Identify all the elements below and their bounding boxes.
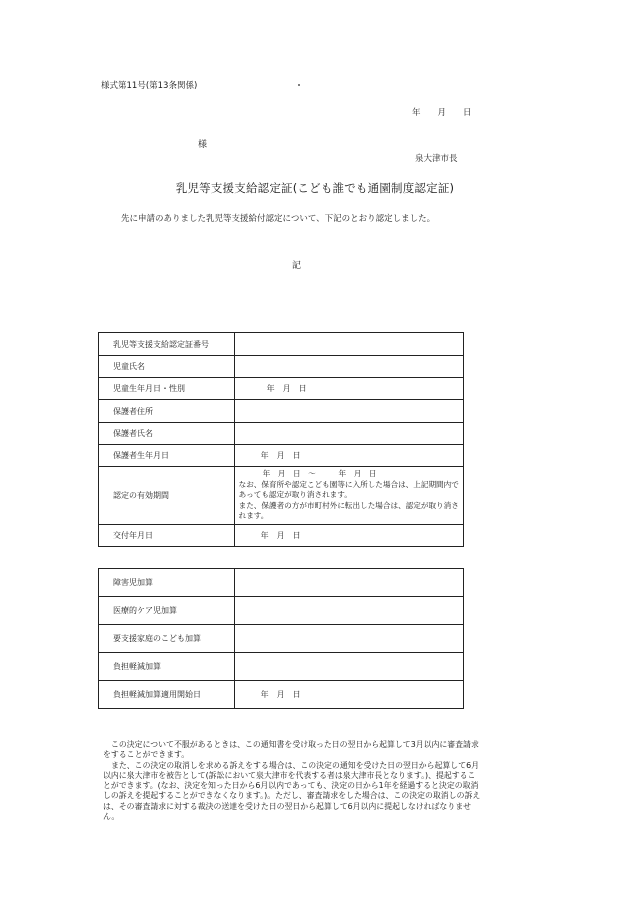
row-label: 医療的ケア児加算 — [99, 597, 235, 625]
row-label: 児童生年月日・性別 — [99, 378, 235, 400]
table-row — [99, 525, 464, 547]
appeal-note-2: また、この決定の取消しを求める訴えをする場合は、この決定の通知を受けた日の翌日から起算して6月以内に泉大津市を被告として(訴訟において泉大津市を代表する者は泉大津市長となります。)、提起することができます。(なお、決定を知った日から6月以内であっても、決定の日から1年を経過すると決定の取消しの訴えを提起することができなくなります。)。ただし、審査請求をした場合は、この決定の取消しの訴えは、その審査請求に対する裁決の送達を受けた日の翌日から起算して6月以内に提起しなければなりません。 — [103, 760, 481, 822]
table-row — [99, 597, 464, 625]
intro-text: 先に申請のありました乳児等支援給付認定について、下記のとおり認定しました。 — [121, 214, 436, 224]
table-row — [99, 653, 464, 681]
row-label: 児童氏名 — [99, 356, 235, 378]
row-value — [234, 653, 463, 681]
row-value — [234, 569, 463, 597]
row-value — [234, 356, 463, 378]
validity-note-1: なお、保育所や認定こども園等に入所した場合は、上記期間内であっても認定が取り消されます。 — [238, 479, 459, 500]
appeal-note-1: この決定について不服があるときは、この通知書を受け取った日の翌日から起算して3月以内に審査請求をすることができます。 — [103, 740, 479, 760]
row-label: 認定の有効期間 — [99, 467, 235, 525]
form-number: 様式第11号(第13条関係) — [101, 81, 198, 91]
issuer-name: 泉大津市長 — [415, 154, 458, 164]
table-row — [99, 467, 464, 525]
table-row — [99, 400, 464, 423]
row-value — [234, 423, 463, 445]
document-title: 乳児等支援支給認定証(こども誰でも通園制度認定証) — [175, 181, 455, 195]
table-row — [99, 423, 464, 445]
table-row — [99, 333, 464, 356]
row-value: 年 月 日 — [234, 525, 463, 547]
row-value — [234, 333, 463, 356]
row-value: 年 月 日 — [234, 445, 463, 467]
row-label: 保護者住所 — [99, 400, 235, 423]
row-label: 交付年月日 — [99, 525, 235, 547]
row-value: 年 月 日 — [234, 681, 463, 709]
additions-table — [98, 568, 464, 709]
row-label: 保護者氏名 — [99, 423, 235, 445]
table-row — [99, 378, 464, 400]
scan-speck — [298, 84, 300, 86]
appeal-notes — [103, 740, 483, 822]
addressee-suffix: 様 — [198, 140, 208, 150]
row-value: 年 月 日 — [234, 378, 463, 400]
validity-period-value — [234, 467, 463, 525]
row-label: 負担軽減加算適用開始日 — [99, 681, 235, 709]
table-row — [99, 681, 464, 709]
ki-marker: 記 — [292, 261, 302, 271]
row-value — [234, 597, 463, 625]
row-label: 乳児等支援支給認定証番号 — [99, 333, 235, 356]
issue-date: 年 月 日 — [412, 108, 472, 118]
row-label: 負担軽減加算 — [99, 653, 235, 681]
validity-range: 年 月 日 ～ 年 月 日 — [262, 469, 377, 479]
row-label: 保護者生年月日 — [99, 445, 235, 467]
row-label: 要支援家庭のこども加算 — [99, 625, 235, 653]
certificate-table — [98, 332, 464, 547]
table-row — [99, 356, 464, 378]
table-row — [99, 569, 464, 597]
row-label: 障害児加算 — [99, 569, 235, 597]
row-value — [234, 625, 463, 653]
table-row — [99, 625, 464, 653]
row-value — [234, 400, 463, 423]
table-row — [99, 445, 464, 467]
validity-note-2: また、保護者の方が市町村外に転出した場合は、認定が取り消されます。 — [238, 500, 459, 521]
